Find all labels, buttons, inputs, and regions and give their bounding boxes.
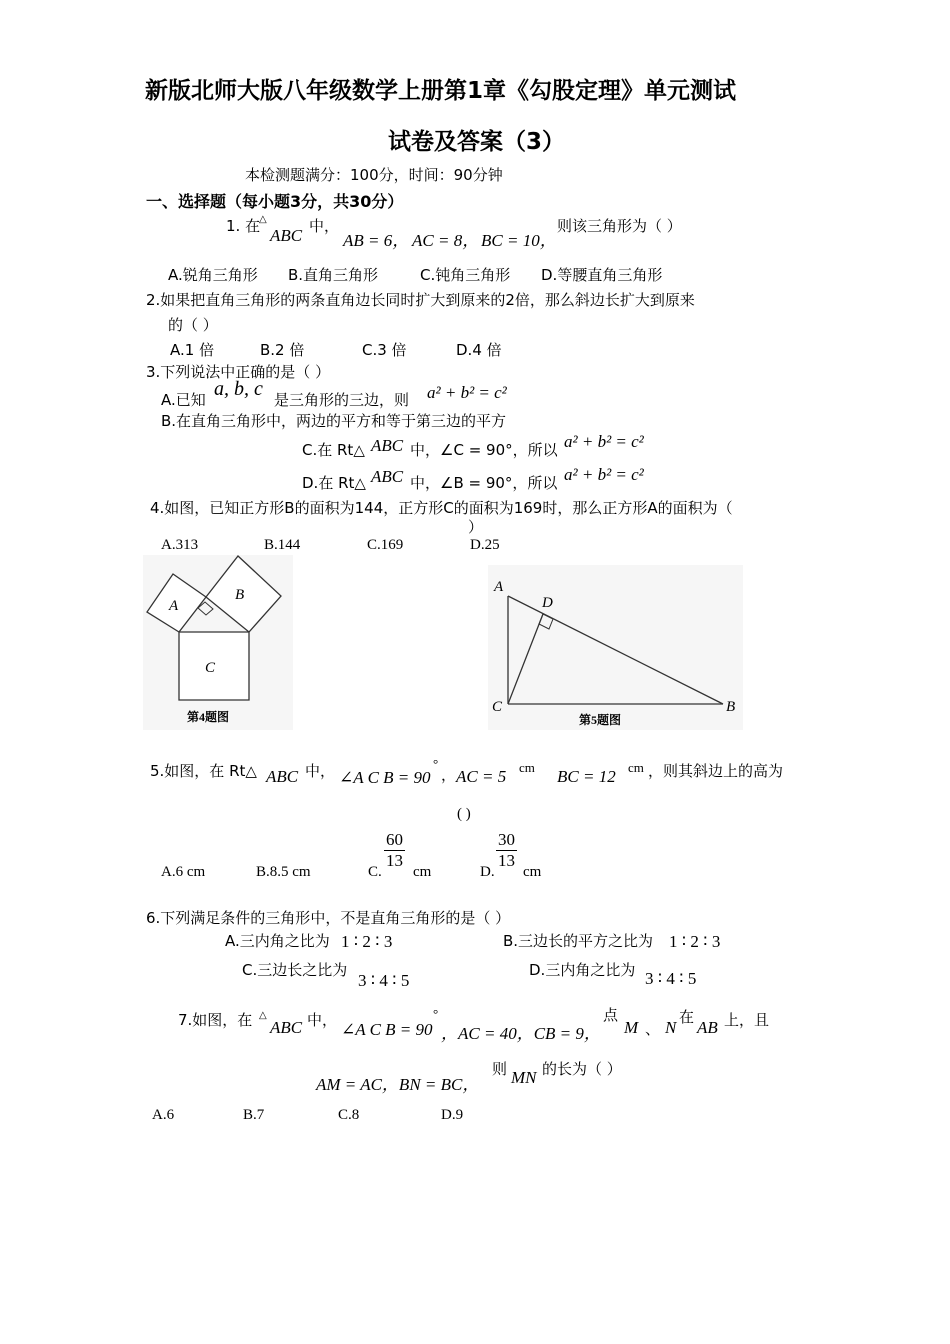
q1-option-d: D.等腰直角三角形: [541, 266, 663, 284]
q6-option-b-prefix: B.三边长的平方之比为: [503, 932, 654, 950]
q7-option-b: B.7: [243, 1107, 265, 1123]
q5-abc: ABC: [266, 767, 299, 786]
q3-option-c-abc: ABC: [371, 436, 404, 455]
q7-option-a: A.6: [152, 1107, 175, 1123]
q1-zhong: 中，: [309, 217, 340, 235]
q5-bc: BC = 12: [557, 767, 616, 786]
q1-option-b: B.直角三角形: [288, 266, 379, 284]
q6-option-d-ratio: 3 ∶ 4 ∶ 5: [645, 969, 697, 988]
q7-ze: 则: [492, 1060, 508, 1078]
q5-zhong: 中，: [305, 762, 336, 780]
q5-option-c-numerator: 60: [386, 830, 403, 849]
exam-info: 本检测题满分：100分，时间：90分钟: [245, 166, 503, 184]
q6-option-c-ratio: 3 ∶ 4 ∶ 5: [358, 971, 410, 990]
q7-zhong: 中，: [307, 1011, 338, 1029]
q2-option-b: B.2 倍: [260, 341, 305, 359]
q7-m: M: [624, 1018, 639, 1037]
q3-option-b: B.在直角三角形中，两边的平方和等于第三边的平方: [161, 412, 507, 430]
q7-n: N: [665, 1018, 677, 1037]
q1-cond2: AC = 8，: [412, 231, 480, 250]
q6-option-d-prefix: D.三内角之比为: [529, 961, 636, 979]
figure-4-caption: 第4题图: [187, 710, 230, 724]
q5-option-c-unit: cm: [413, 864, 432, 880]
q1-option-a: A.锐角三角形: [168, 266, 258, 284]
q7-mn: MN: [511, 1068, 537, 1087]
q5-option-d-fraction: [496, 830, 517, 871]
q5-prefix: 5.如图，在 Rt△: [150, 762, 257, 780]
q4-option-c: C.169: [367, 537, 404, 553]
q5-option-c-fraction: [384, 830, 405, 871]
q7-zai: 在: [679, 1008, 695, 1026]
q5-suffix: ，则其斜边上的高为: [648, 762, 784, 780]
q3-option-c-prefix: C.在 Rt△: [302, 441, 365, 459]
q3-option-d-prefix: D.在 Rt△: [302, 474, 366, 492]
q2-option-d: D.4 倍: [456, 341, 502, 359]
figure-4: [143, 555, 293, 730]
q5-option-a: A.6 cm: [161, 864, 206, 880]
q5-option-d-prefix: D.: [480, 864, 495, 880]
q7-line2-eq: AM = AC，BN = BC，: [316, 1075, 480, 1094]
q4-stem: 4.如图，已知正方形B的面积为144，正方形C的面积为169时，那么正方形A的面积为（: [150, 499, 733, 517]
q7-prefix: 7.如图，在: [178, 1011, 253, 1029]
q3-option-d-eq: a² + b² = c²: [564, 465, 644, 484]
q3-stem: 3.下列说法中正确的是（ ）: [146, 363, 331, 381]
point-d-label: D: [542, 595, 553, 611]
q7-triangle: △: [259, 1010, 267, 1021]
q6-option-a-ratio: 1 ∶ 2 ∶ 3: [341, 932, 393, 951]
q3-option-a-vars: a, b, c: [214, 378, 263, 400]
square-c-label: C: [205, 660, 216, 676]
q2-option-a: A.1 倍: [170, 341, 215, 359]
q5-option-d-denominator: 13: [498, 851, 515, 870]
q6-stem: 6.下列满足条件的三角形中，不是直角三角形的是（ ）: [146, 909, 511, 927]
q2-stem-cont: 的（ ）: [168, 316, 218, 334]
q5-option-c-prefix: C.: [368, 864, 382, 880]
q3-option-a-eq: a² + b² = c²: [427, 383, 507, 402]
q7-option-d: D.9: [441, 1107, 464, 1123]
q3-option-d-abc: ABC: [371, 467, 404, 486]
q7-dun: 、: [645, 1020, 661, 1038]
q5-option-d-unit: cm: [523, 864, 542, 880]
q6-option-c-prefix: C.三边长之比为: [242, 961, 348, 979]
q7-dian: 点: [603, 1006, 619, 1024]
q1-cond3: BC = 10，: [481, 231, 557, 250]
q5-sep: ，: [441, 766, 457, 784]
q1-cond1: AB = 6，: [343, 231, 410, 250]
q5-angle: ∠A C B = 90: [339, 768, 431, 787]
q5-ac: AC = 5: [456, 767, 507, 786]
q1-option-c: C.钝角三角形: [420, 266, 511, 284]
q7-option-c: C.8: [338, 1107, 360, 1123]
section-heading: 一、选择题（每小题3分，共30分）: [146, 192, 404, 211]
q1-triangle: △: [259, 214, 267, 225]
q6-option-a-prefix: A.三内角之比为: [225, 932, 330, 950]
q5-option-b: B.8.5 cm: [256, 864, 311, 880]
q2-stem: 2.如果把直角三角形的两条直角边长同时扩大到原来的2倍，那么斜边长扩大到原来: [146, 291, 695, 309]
figure-5-caption: 第5题图: [579, 713, 622, 727]
q7-degree: °: [433, 1006, 439, 1021]
q4-option-a: A.313: [161, 537, 199, 553]
figure-5: [488, 565, 743, 730]
page-title-line1: 新版北师大版八年级数学上册第1章《勾股定理》单元测试: [145, 78, 737, 104]
square-b-label: B: [235, 587, 245, 603]
q7-angle: ∠A C B = 90: [341, 1020, 433, 1039]
q7-cond: ，AC = 40，CB = 9，: [441, 1024, 601, 1043]
q5-cm2: cm: [628, 760, 644, 775]
vertex-a-label: A: [494, 579, 504, 595]
page-title-line2: 试卷及答案（3）: [388, 129, 566, 155]
q5-cm1: cm: [519, 760, 535, 775]
q5-option-c-denominator: 13: [386, 851, 403, 870]
q3-option-a-mid: 是三角形的三边，则: [274, 391, 410, 409]
q3-option-a-prefix: A.已知: [161, 391, 206, 409]
q4-stem-cont: ）: [468, 518, 484, 536]
vertex-c-label: C: [492, 699, 503, 715]
q3-option-c-eq: a² + b² = c²: [564, 432, 644, 451]
q5-paren: ( ): [457, 806, 471, 822]
vertex-b-label: B: [726, 699, 736, 715]
q5-option-d-numerator: 30: [498, 830, 515, 849]
q7-ab: AB: [697, 1018, 718, 1037]
q6-option-b-ratio: 1 ∶ 2 ∶ 3: [669, 932, 721, 951]
q1-suffix: 则该三角形为（ ）: [557, 217, 682, 235]
q7-suffix: 的长为（ ）: [542, 1060, 622, 1078]
q3-option-d-mid: 中，∠B = 90°，所以: [410, 474, 558, 492]
q7-shang: 上，且: [724, 1011, 770, 1029]
square-a-label: A: [169, 598, 179, 614]
q5-degree: °: [433, 756, 439, 771]
q1-abc: ABC: [270, 226, 303, 245]
q4-option-d: D.25: [470, 537, 500, 553]
q7-abc: ABC: [270, 1018, 303, 1037]
q2-option-c: C.3 倍: [362, 341, 407, 359]
q3-option-c-mid: 中，∠C = 90°，所以: [410, 441, 558, 459]
q1-prefix: 1. 在: [226, 217, 261, 235]
q4-option-b: B.144: [264, 537, 301, 553]
